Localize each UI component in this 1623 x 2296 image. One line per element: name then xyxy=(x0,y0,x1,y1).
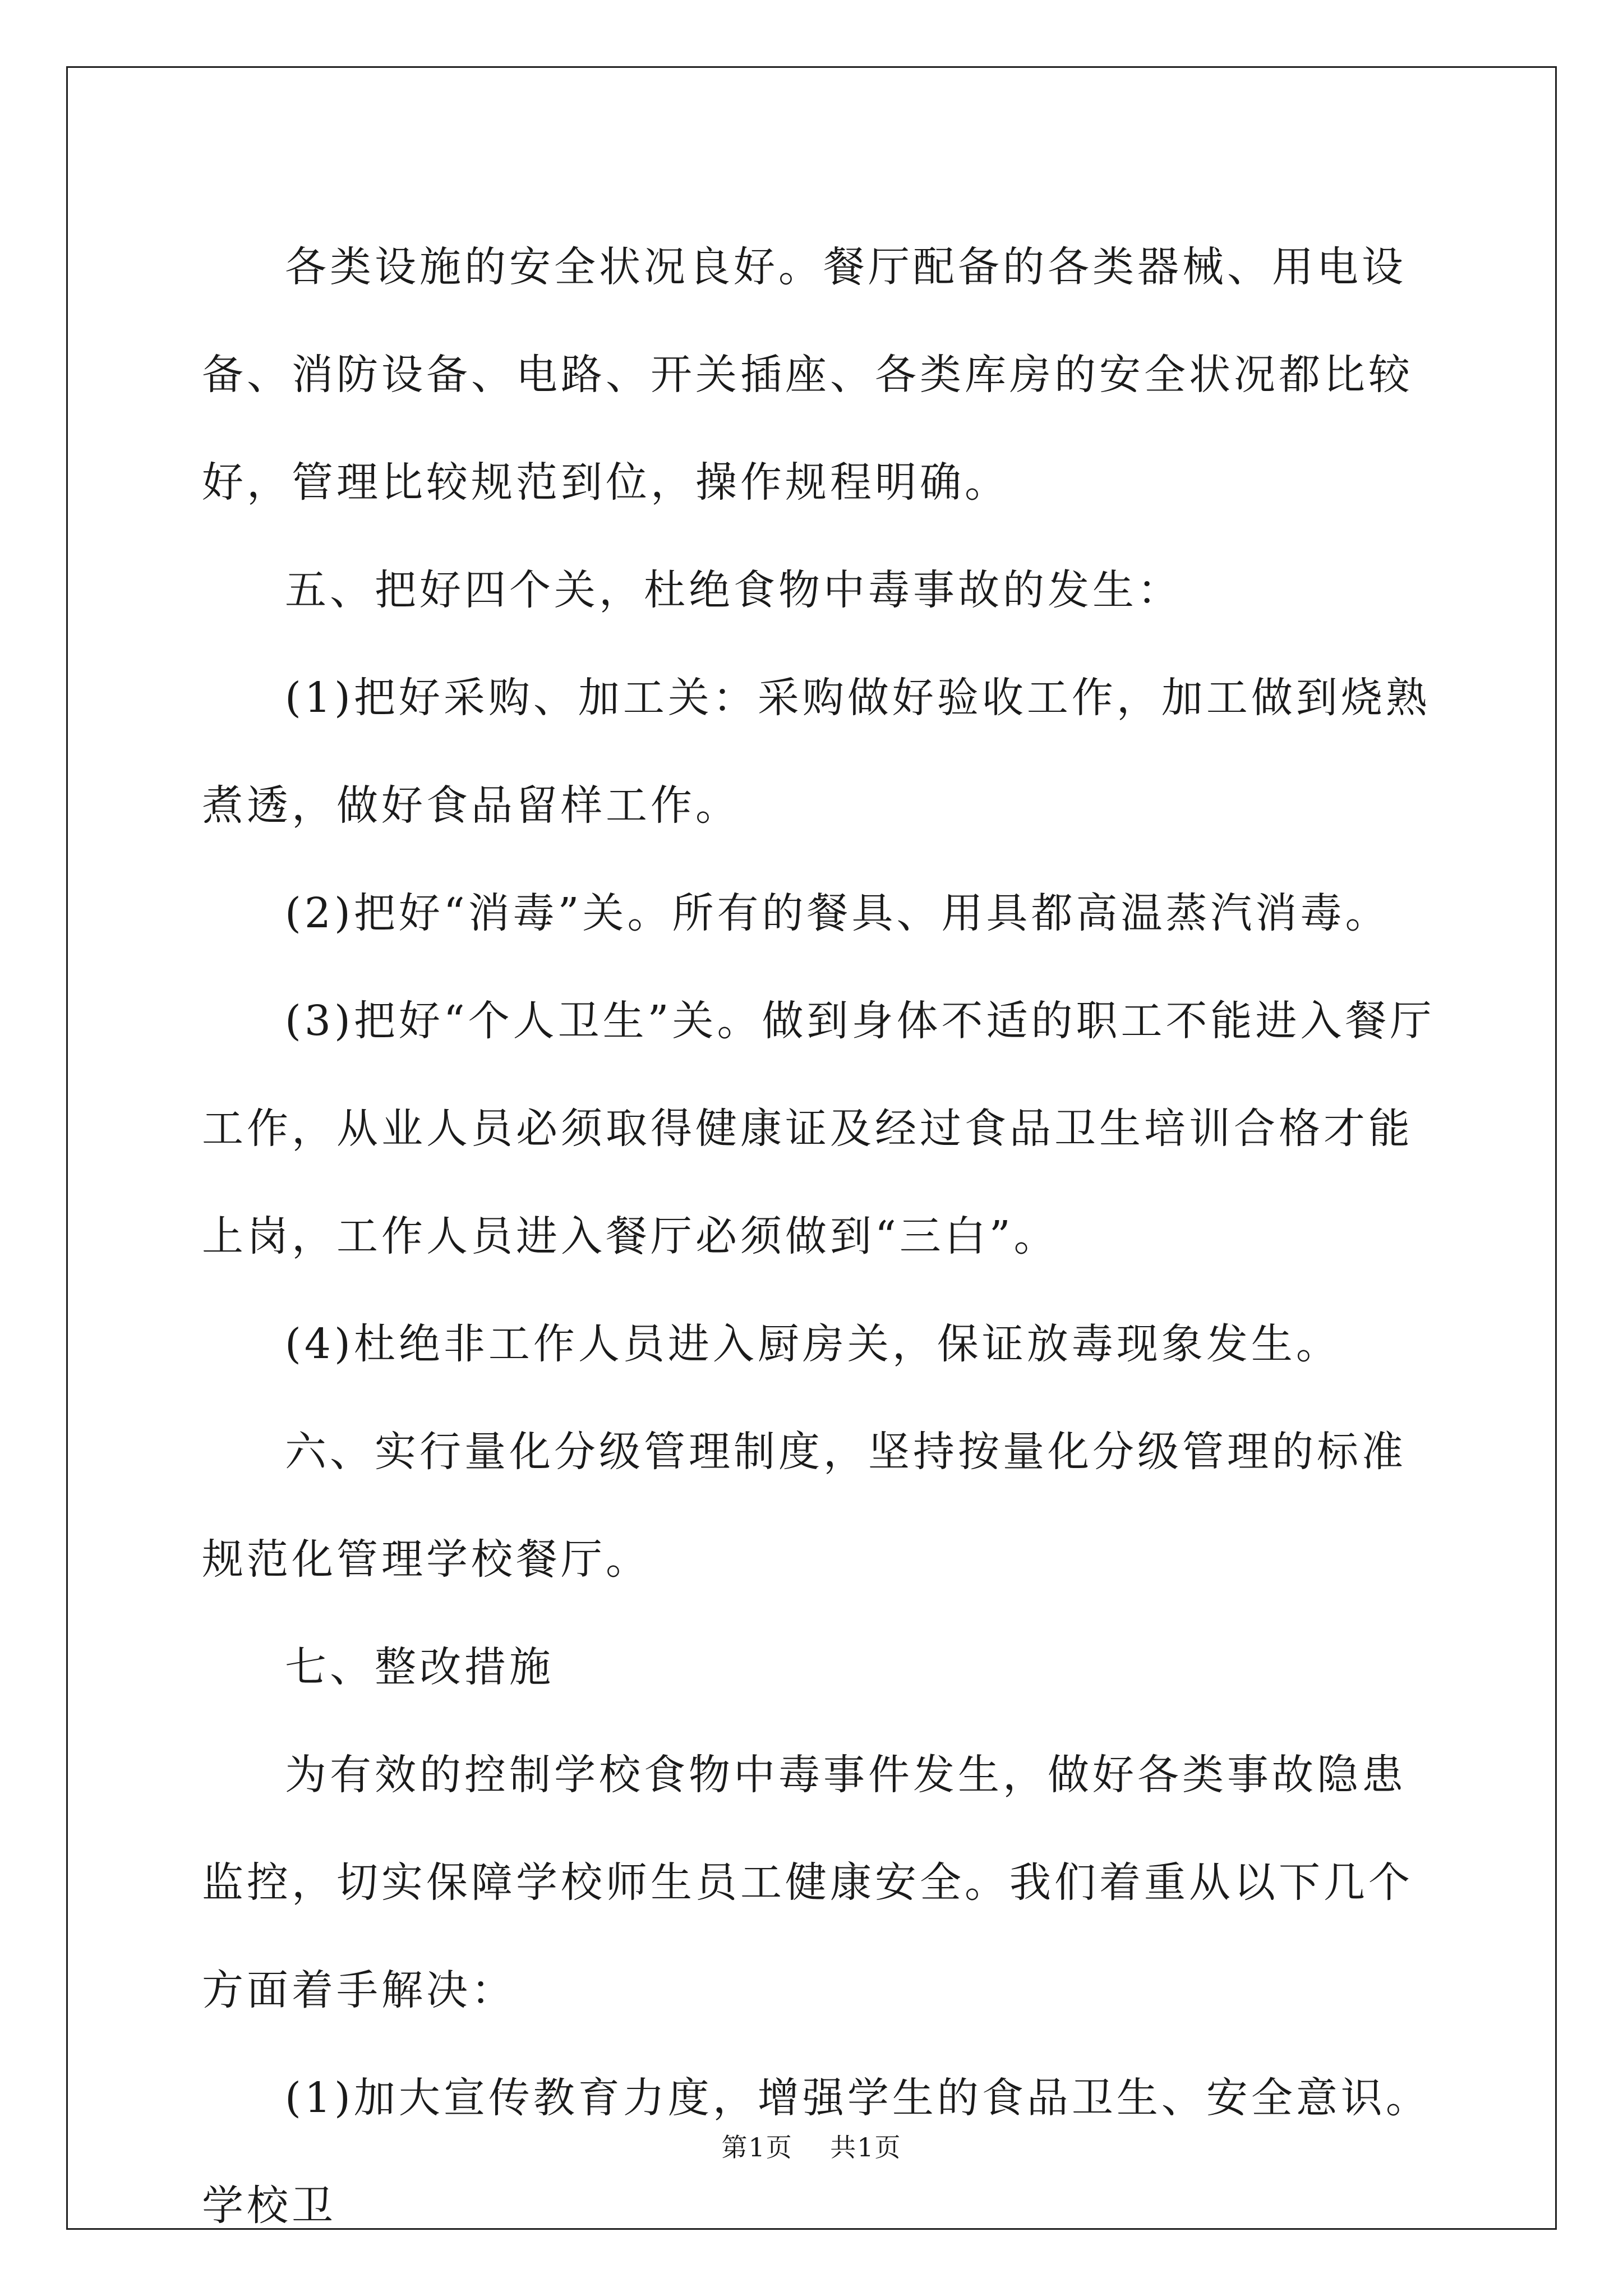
paragraph: 为有效的控制学校食物中毒事件发生，做好各类事故隐患监控，切实保障学校师生员工健康安全。我们着重从以下几个方面着手解决： xyxy=(202,1751,1413,2014)
paragraph: 五、把好四个关，杜绝食物中毒事故的发生： xyxy=(285,566,1182,614)
paragraph: (3)把好“个人卫生”关。做到身体不适的职工不能进入餐厅工作，从业人员必须取得健康证及经过食品卫生培训合格才能上岗，工作人员进入餐厅必须做到“三白”。 xyxy=(202,997,1435,1260)
paragraph: (1)加大宣传教育力度，增强学生的食品卫生、安全意识。学校卫 xyxy=(202,2074,1431,2230)
paragraph: (4)杜绝非工作人员进入厨房关，保证放毒现象发生。 xyxy=(285,1320,1341,1368)
paragraph: (1)把好采购、加工关：采购做好验收工作，加工做到烧熟煮透，做好食品留样工作。 xyxy=(202,674,1431,830)
page-footer xyxy=(0,2127,1623,2164)
paragraph: 七、整改措施 xyxy=(285,1643,554,1691)
document-body xyxy=(202,213,1441,2260)
page-total: 共1页 xyxy=(830,2132,902,2162)
paragraph: 各类设施的安全状况良好。餐厅配备的各类器械、用电设备、消防设备、电路、开关插座、各类库房的安全状况都比较好，管理比较规范到位，操作规程明确。 xyxy=(202,243,1413,507)
paragraph: (2)把好“消毒”关。所有的餐具、用具都高温蒸汽消毒。 xyxy=(285,889,1390,937)
paragraph: 六、实行量化分级管理制度，坚持按量化分级管理的标准规范化管理学校餐厅。 xyxy=(202,1428,1407,1584)
page-number: 第1页 xyxy=(721,2132,793,2162)
